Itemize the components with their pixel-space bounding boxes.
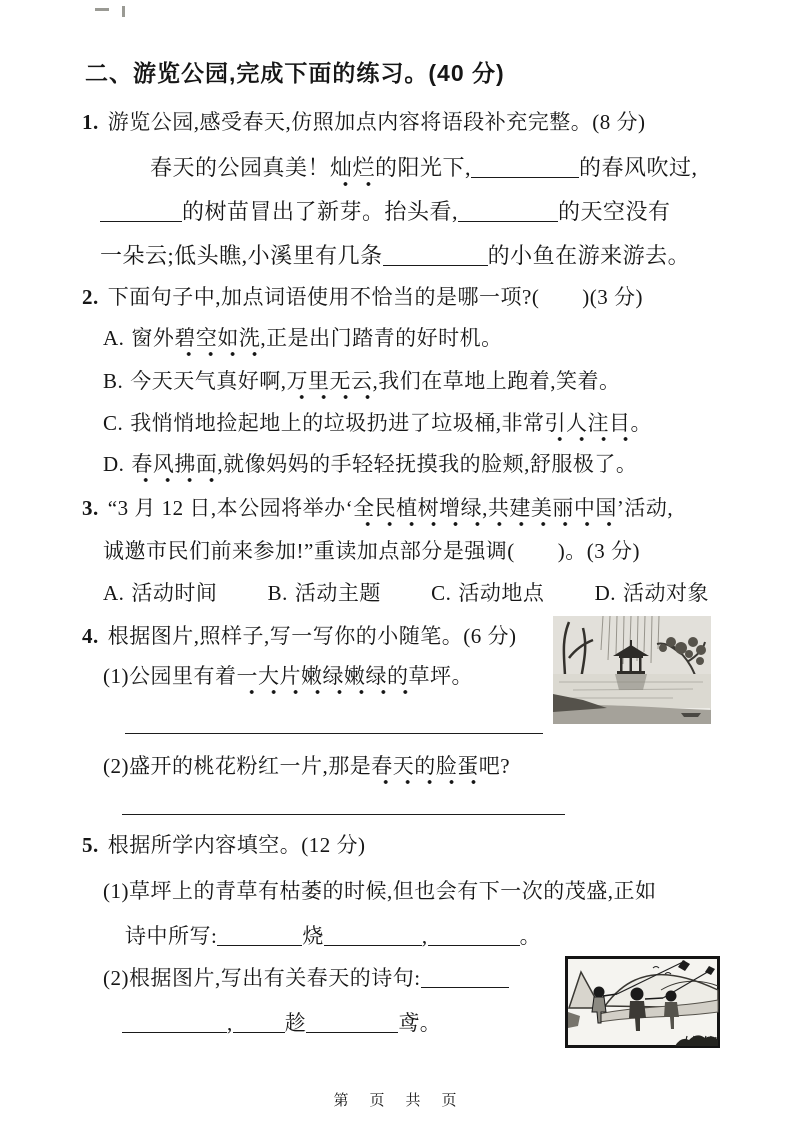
answer-blank[interactable] bbox=[383, 262, 488, 266]
section-title: 二、游览公园,完成下面的练习。(40 分) bbox=[85, 60, 505, 86]
q4-prompt-line bbox=[82, 624, 517, 649]
option-text: 活动时间 bbox=[131, 581, 218, 605]
answer-blank[interactable] bbox=[217, 942, 302, 946]
q1-prompt: 游览公园,感受春天,仿照加点内容将语段补充完整。(8 分) bbox=[107, 110, 646, 134]
option-text: 今天天气真好啊, bbox=[130, 369, 287, 393]
q5-sub2-line2 bbox=[122, 1011, 441, 1036]
q3-text: “3 月 12 日,本公园将举办‘ bbox=[107, 496, 354, 520]
q2-prompt: 下面句子中,加点词语使用不恰当的是哪一项?( )(3 分) bbox=[107, 285, 644, 309]
option-text: 我悄悄地捡起地上的垃圾扔进了垃圾桶,非常 bbox=[130, 411, 545, 435]
q1-paragraph-line2 bbox=[100, 199, 671, 225]
q1-prompt-line bbox=[82, 110, 645, 135]
q3-option-d bbox=[595, 581, 709, 606]
q3-options-row bbox=[103, 581, 709, 606]
option-text: 窗外 bbox=[131, 326, 175, 350]
option-label: C. bbox=[103, 411, 124, 435]
q5-prompt-line bbox=[82, 833, 366, 858]
dotted-phrase: 一大片嫩绿嫩绿的 bbox=[237, 664, 409, 695]
page-footer: 第 页 共 页 bbox=[333, 1093, 460, 1109]
q2-option-d bbox=[103, 452, 637, 477]
q4-number: 4. bbox=[82, 624, 99, 648]
q5-sub2-end: 鸢。 bbox=[398, 1011, 442, 1035]
answer-blank[interactable] bbox=[233, 1029, 285, 1033]
option-label: D. bbox=[594, 581, 616, 605]
dotted-phrase: 春天的脸蛋 bbox=[371, 754, 479, 785]
q2-prompt-line bbox=[82, 285, 643, 310]
q3-option-b bbox=[268, 581, 381, 606]
answer-blank[interactable] bbox=[458, 218, 558, 222]
scan-artifact bbox=[95, 8, 109, 11]
option-label: D. bbox=[103, 452, 125, 476]
dotted-phrase: 全民植树增绿,共建美丽中国 bbox=[353, 496, 617, 527]
writing-line[interactable] bbox=[125, 733, 543, 734]
q5-prompt: 根据所学内容填空。(12 分) bbox=[107, 833, 366, 857]
option-text: ,我们在草地上跑着,笑着。 bbox=[372, 369, 621, 393]
q5-sub1-comma: , bbox=[421, 924, 428, 948]
scan-artifact bbox=[122, 6, 125, 17]
q4-sub1-pre: (1)公园里有着 bbox=[103, 664, 237, 688]
option-label: B. bbox=[103, 369, 124, 393]
para-text: 的天空没有 bbox=[558, 199, 671, 224]
para-text: 的树苗冒出了新芽。抬头看, bbox=[182, 199, 459, 224]
q1-paragraph-line3 bbox=[100, 243, 690, 269]
q5-sub2-line1 bbox=[103, 966, 509, 991]
q2-number: 2. bbox=[82, 285, 99, 309]
dotted-phrase: 灿烂 bbox=[330, 155, 375, 187]
q5-number: 5. bbox=[82, 833, 99, 857]
q5-sub1-line2 bbox=[125, 924, 541, 949]
q5-sub2-comma: , bbox=[227, 1011, 233, 1035]
q5-sub1-lead: 诗中所写: bbox=[125, 924, 218, 948]
q4-sub2-line bbox=[103, 754, 510, 779]
answer-blank[interactable] bbox=[122, 1029, 227, 1033]
dotted-phrase: 万里无云 bbox=[287, 369, 373, 400]
answer-blank[interactable] bbox=[428, 942, 520, 946]
q2-option-a bbox=[103, 326, 503, 351]
dotted-phrase: 碧空如洗 bbox=[174, 326, 260, 357]
dotted-phrase: 引人注目 bbox=[545, 411, 631, 442]
option-label: B. bbox=[267, 581, 288, 605]
writing-line[interactable] bbox=[122, 814, 565, 815]
q5-sub1-end: 。 bbox=[519, 924, 542, 948]
q3-text: ’活动, bbox=[616, 496, 674, 520]
option-text: 。 bbox=[630, 411, 653, 435]
q3-prompt-line2: 诚邀市民们前来参加!”重读加点部分是强调( )。(3 分) bbox=[103, 539, 641, 563]
children-flying-kites-illustration bbox=[565, 956, 720, 1048]
q4-sub1-line bbox=[103, 664, 473, 689]
q5-sub2-mid: 趁 bbox=[284, 1011, 307, 1035]
answer-blank[interactable] bbox=[324, 942, 422, 946]
option-text: 活动地点 bbox=[458, 581, 545, 605]
q4-sub1-post: 草坪。 bbox=[408, 664, 473, 688]
q1-number: 1. bbox=[82, 110, 99, 134]
answer-blank[interactable] bbox=[306, 1029, 398, 1033]
q1-paragraph-line1 bbox=[150, 155, 698, 181]
para-text: 春天的公园真美！ bbox=[150, 155, 331, 180]
q2-option-c bbox=[103, 411, 652, 436]
option-text: 活动对象 bbox=[622, 581, 709, 605]
q4-sub2-post: 吧? bbox=[478, 754, 511, 778]
q2-option-b bbox=[103, 369, 621, 394]
option-text: ,就像妈妈的手轻轻抚摸我的脸颊,舒服极了。 bbox=[217, 452, 638, 476]
option-label: C. bbox=[431, 581, 452, 605]
answer-blank[interactable] bbox=[421, 984, 509, 988]
option-text: ,正是出门踏青的好时机。 bbox=[260, 326, 503, 350]
para-text: 一朵云;低头瞧,小溪里有几条 bbox=[100, 243, 383, 268]
q5-sub2-lead: (2)根据图片,写出有关春天的诗句: bbox=[103, 966, 421, 990]
option-label: A. bbox=[103, 326, 125, 350]
option-text: 活动主题 bbox=[294, 581, 381, 605]
answer-blank[interactable] bbox=[471, 174, 579, 178]
q3-number: 3. bbox=[82, 496, 99, 520]
q3-option-a bbox=[103, 581, 217, 606]
q4-sub2-pre: (2)盛开的桃花粉红一片,那是 bbox=[103, 754, 372, 778]
q3-option-c bbox=[431, 581, 544, 606]
para-text: 的春风吹过, bbox=[579, 155, 698, 180]
option-label: A. bbox=[103, 581, 125, 605]
q3-prompt-line1 bbox=[82, 496, 673, 521]
para-text: 的阳光下, bbox=[375, 155, 472, 180]
answer-blank[interactable] bbox=[100, 218, 182, 222]
q5-sub1-line1: (1)草坪上的青草有枯萎的时候,但也会有下一次的茂盛,正如 bbox=[103, 879, 657, 903]
dotted-phrase: 春风拂面 bbox=[131, 452, 217, 483]
park-lake-pavilion-illustration bbox=[553, 616, 711, 724]
q4-prompt: 根据图片,照样子,写一写你的小随笔。(6 分) bbox=[107, 624, 517, 648]
q5-sub1-mid: 烧 bbox=[302, 924, 324, 948]
para-text: 的小鱼在游来游去。 bbox=[487, 243, 691, 268]
